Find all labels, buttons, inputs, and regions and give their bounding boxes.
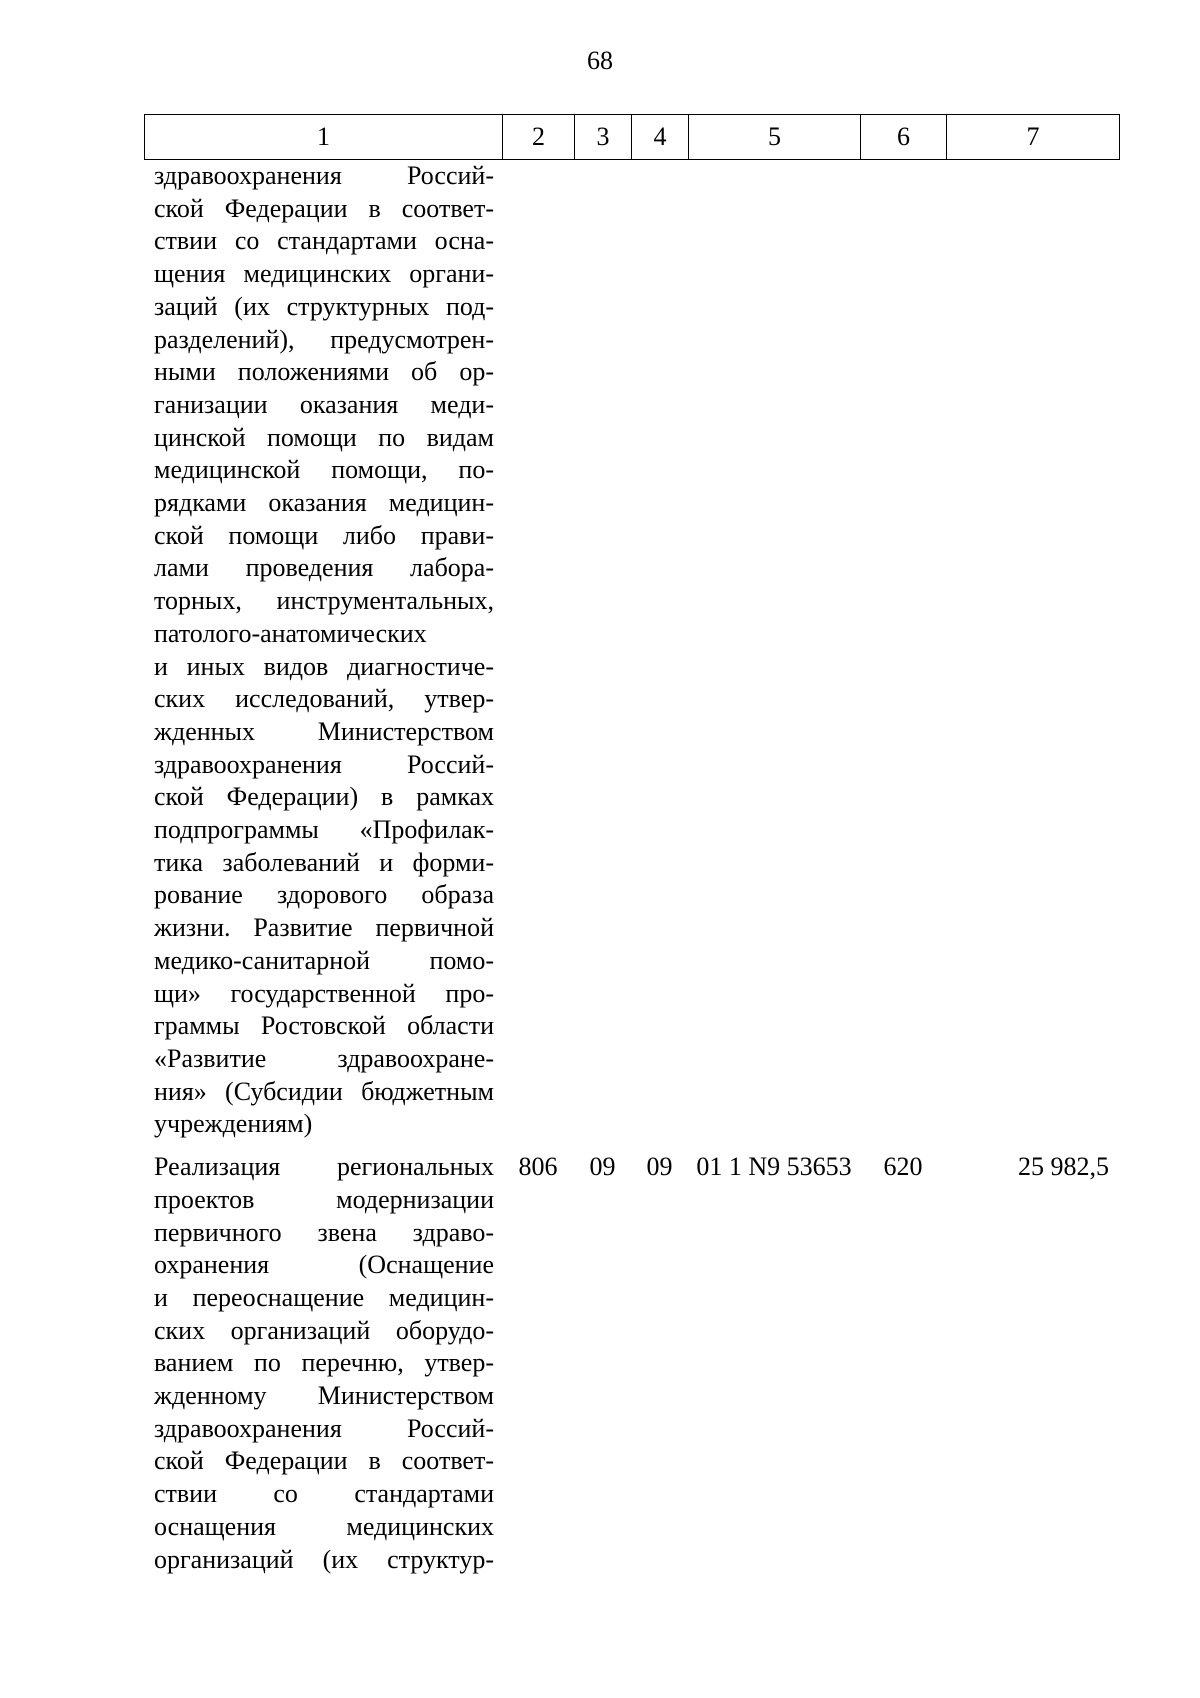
desc-line: и иных видов диагностиче-: [154, 651, 494, 681]
desc-line: ствии со стандартами осна-: [154, 226, 494, 256]
header-cell-7: 7: [947, 115, 1120, 160]
desc-line: ской Федерации в соответ-: [154, 1446, 494, 1476]
desc-line: рядками оказания медицин-: [154, 488, 494, 518]
desc-line: здравоохранения Россий-: [154, 161, 494, 190]
desc-line: ными положениями об ор-: [154, 357, 494, 387]
desc-line: тика заболеваний и форми-: [154, 847, 494, 877]
row2-code-ministry: 806: [518, 1152, 558, 1182]
desc-line: щения медицинских органи-: [154, 259, 494, 289]
desc-line: торных, инструментальных,: [154, 586, 494, 616]
header-cell-1: 1: [145, 115, 503, 160]
header-cell-5: 5: [689, 115, 861, 160]
desc-line: граммы Ростовской области: [154, 1011, 494, 1041]
desc-line: здравоохранения Россий-: [154, 749, 494, 779]
desc-line: ских организаций оборудо-: [154, 1315, 494, 1345]
desc-line: ских исследований, утвер-: [154, 684, 494, 714]
desc-line: ской Федерации в соответ-: [154, 193, 494, 223]
table-header: [144, 114, 1120, 160]
desc-line: Реализация региональных: [154, 1152, 494, 1182]
desc-line: патолого-анатомических: [154, 618, 427, 648]
desc-line: щи» государственной про-: [154, 978, 494, 1008]
desc-line: оснащения медицинских: [154, 1511, 494, 1541]
desc-line: ганизации оказания меди-: [154, 389, 494, 419]
desc-line: ния» (Субсидии бюджетным: [154, 1076, 494, 1106]
desc-line: и переоснащение медицин-: [154, 1282, 494, 1312]
desc-line: проектов модернизации: [154, 1184, 494, 1214]
desc-line: здравоохранения Россий-: [154, 1413, 494, 1443]
header-cell-2: 2: [503, 115, 575, 160]
header-row: [145, 115, 1120, 160]
desc-line: цинской помощи по видам: [154, 422, 494, 452]
desc-line: ствии со стандартами: [154, 1479, 494, 1509]
desc-line: подпрограммы «Профилак-: [154, 815, 494, 845]
desc-line: охранения (Оснащение: [154, 1250, 494, 1280]
desc-line: организаций (их структур-: [154, 1544, 494, 1574]
table-row: [144, 1141, 1119, 1576]
desc-line: рование здорового образа: [154, 880, 494, 910]
desc-line: жизни. Развитие первичной: [154, 913, 494, 943]
row2-target-article: 01 1 N9 53653: [696, 1152, 852, 1182]
desc-line: ванием по перечню, утвер-: [154, 1348, 494, 1378]
desc-line: медико-санитарной помо-: [154, 945, 494, 975]
table-row: [144, 160, 1119, 1141]
row2-amount: 25 982,5: [1018, 1152, 1109, 1182]
desc-line: медицинской помощи, по-: [154, 455, 494, 485]
desc-line: «Развитие здравоохране-: [154, 1043, 494, 1073]
row2-code-section: 09: [589, 1152, 616, 1182]
desc-line: лами проведения лабора-: [154, 553, 494, 583]
row2-expense-type: 620: [883, 1152, 923, 1182]
header-cell-3: 3: [575, 115, 632, 160]
desc-line: ской Федерации) в рамках: [154, 782, 494, 812]
row1-description: [144, 160, 502, 1141]
header-cell-6: 6: [861, 115, 947, 160]
desc-line: первичного звена здраво-: [154, 1217, 494, 1247]
desc-line: жденному Министерством: [154, 1381, 494, 1411]
desc-line: ской помощи либо прави-: [154, 520, 494, 550]
row2-code-subsection: 09: [646, 1152, 673, 1182]
desc-line: заций (их структурных под-: [154, 291, 494, 321]
header-cell-4: 4: [632, 115, 689, 160]
page-number: 68: [587, 46, 613, 75]
desc-line: жденных Министерством: [154, 716, 494, 746]
desc-line: учреждениям): [154, 1109, 313, 1139]
table-body: [144, 160, 1119, 1576]
desc-line: разделений), предусмотрен-: [154, 324, 494, 354]
row2-description: [144, 1141, 502, 1576]
